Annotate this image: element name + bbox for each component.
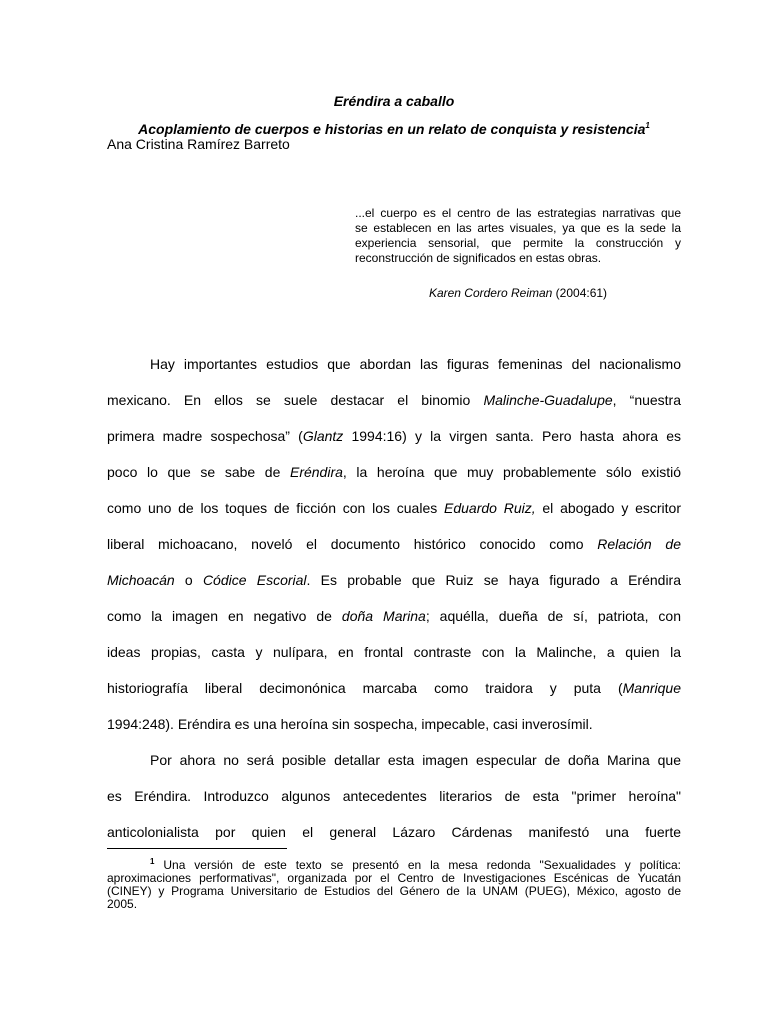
paragraph-line [107, 598, 681, 634]
epigraph-line: reconstrucción de significados en estas obras. [355, 251, 602, 265]
paragraph-line: Por ahora no será posible detallar esta imagen especular de doña Marina que [150, 752, 681, 768]
paragraph-line: es Eréndira. Introduzco algunos antecedentes literarios de esta "primer heroína" [107, 788, 681, 804]
italic-run: Relación de [597, 536, 681, 552]
text-run: Una versión de este texto se presentó en la mesa redonda "Sexualidades y política: [154, 858, 681, 872]
footnote-line [107, 855, 681, 872]
footnote-line: (CINEY) y Programa Universitario de Estudios del Género de la UNAM (PUEG), México, agosto de [107, 884, 681, 898]
text-run: 1994:16) y la virgen santa. Pero hasta ahora es [343, 428, 681, 444]
paragraph-line [107, 454, 681, 490]
epigraph-line: ...el cuerpo es el centro de las estrategias narrativas que [355, 206, 681, 220]
paragraph-line: ideas propias, casta y nulípara, en frontal contraste con la Malinche, a quien la [107, 644, 681, 660]
italic-run: Malinche-Guadalupe [483, 392, 613, 408]
footnote-line: aproximaciones performativas", organizada por el Centro de Investigaciones Escénicas de Yucatán [107, 871, 681, 885]
text-run: ; aquélla, dueña de sí, patriota, con [425, 608, 681, 624]
text-run: como la imagen en negativo de [107, 608, 342, 624]
italic-run: Eréndira [289, 464, 343, 480]
italic-run: Michoacán [107, 572, 175, 588]
paragraph-line [107, 418, 681, 454]
paragraph-line: Hay importantes estudios que abordan las figuras femeninas del nacionalismo [150, 356, 681, 372]
paragraph-line: 1994:248). Eréndira es una heroína sin sospecha, impecable, casi inverosímil. [107, 716, 593, 732]
footnote [107, 855, 681, 911]
paragraph-line [107, 562, 681, 598]
text-run: , la heroína que muy probablemente sólo existió [342, 464, 681, 480]
text-run: historiografía liberal decimonónica marcaba como traidora y puta ( [107, 680, 623, 696]
text-run: . Es probable que Ruiz se haya figurado a Eréndira [306, 572, 682, 588]
text-run: el abogado y escritor [535, 500, 682, 516]
epigraph-line: se establecen en las artes visuales, ya que es la sede la [355, 221, 681, 235]
paper-title: Eréndira a caballo [333, 93, 455, 109]
italic-run: doña Marina [341, 608, 426, 624]
paragraph-line [107, 670, 681, 706]
epigraph-source-ref: (2004:61) [552, 286, 608, 300]
subtitle-text: Acoplamiento de cuerpos e historias en un relato de conquista y resistencia [138, 121, 646, 137]
text-run: poco lo que se sabe de [107, 464, 290, 480]
italic-run: Glantz [302, 428, 344, 444]
footnote-separator [107, 848, 287, 849]
epigraph-line: experiencia sensorial, que permite la construcción y [355, 236, 681, 250]
text-run: como uno de los toques de ficción con los cuales [107, 500, 445, 516]
footnote-reference[interactable]: 1 [645, 121, 650, 130]
footnote-marker: 1 [150, 857, 155, 866]
body-text [107, 346, 681, 850]
paragraph-line: anticolonialista por quien el general Lázaro Cárdenas manifestó una fuerte [107, 824, 681, 840]
text-run: primera madre sospechosa” ( [107, 428, 303, 444]
epigraph-attribution [355, 286, 681, 301]
paragraph-line [107, 382, 681, 418]
italic-run: Códice Escorial [202, 572, 307, 588]
epigraph [355, 206, 681, 266]
italic-run: Manrique [622, 680, 681, 696]
author-name: Ana Cristina Ramírez Barreto [107, 136, 290, 152]
text-run: liberal michoacano, noveló el documento histórico conocido como [107, 536, 598, 552]
footnote-line: 2005. [107, 897, 138, 911]
epigraph-source-author: Karen Cordero Reiman [428, 286, 553, 300]
text-run: , “nuestra [612, 392, 682, 408]
paragraph-line [107, 490, 681, 526]
paragraph-line [107, 526, 681, 562]
text-run: o [174, 572, 203, 588]
paper-subtitle [107, 118, 681, 137]
italic-run: Eduardo Ruiz, [444, 500, 536, 516]
text-run: mexicano. En ellos se suele destacar el binomio [107, 392, 484, 408]
